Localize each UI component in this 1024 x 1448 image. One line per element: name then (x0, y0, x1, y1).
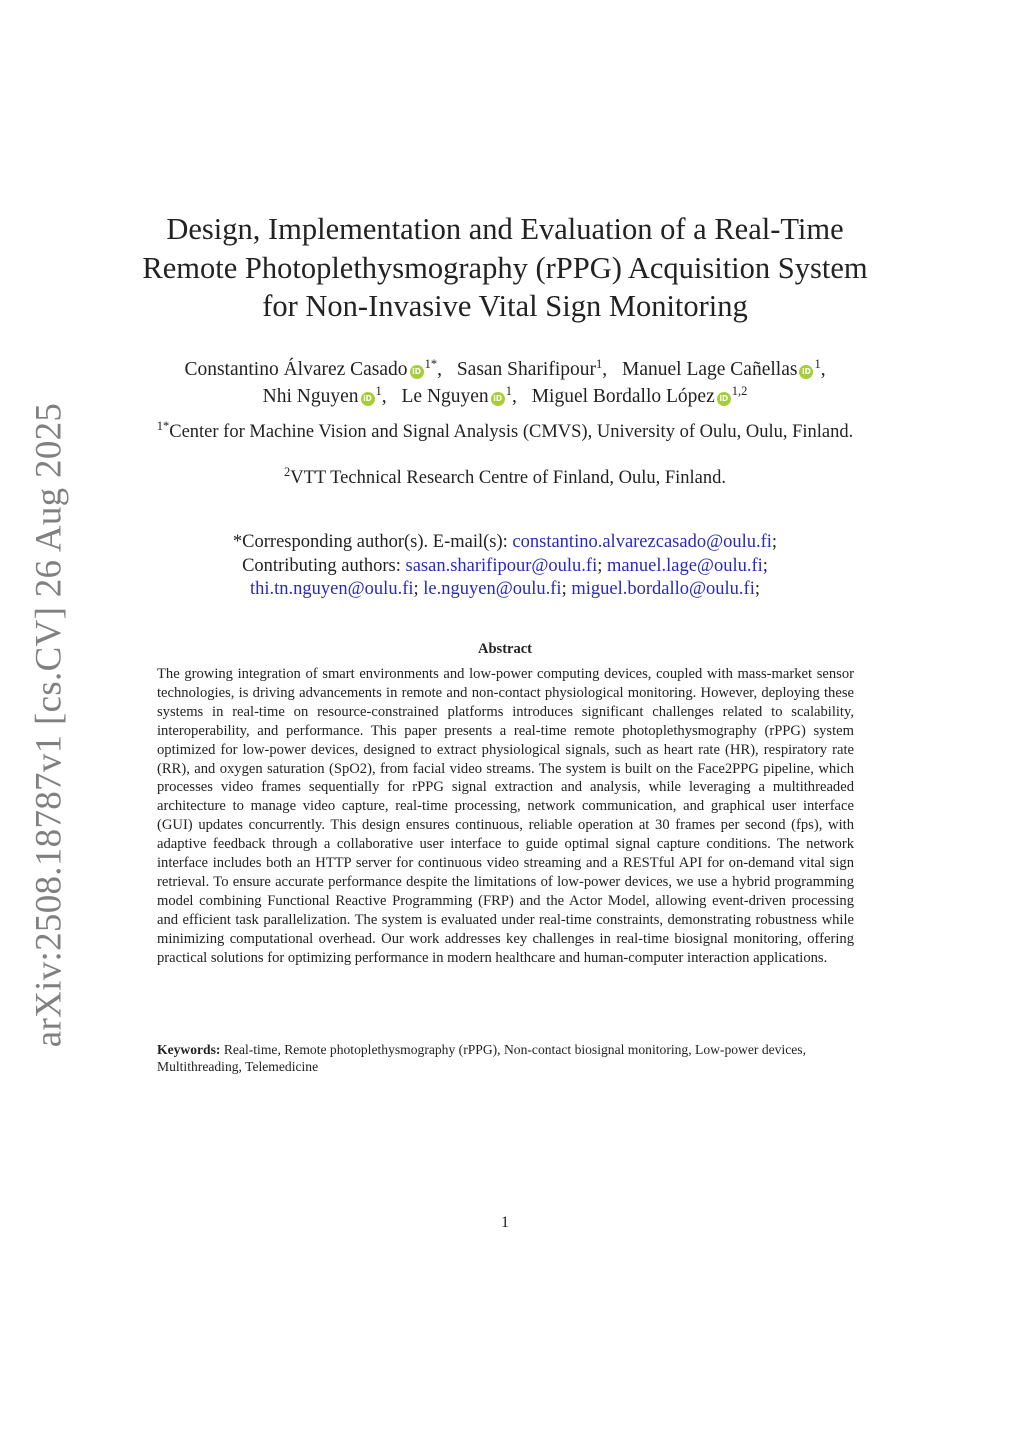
author-name: Sasan Sharifipour (456, 359, 596, 380)
email-separator: ; (762, 555, 768, 576)
author (263, 386, 387, 407)
email-separator: ; (561, 579, 567, 599)
abstract-heading: Abstract (478, 641, 532, 657)
email-separator: ; (754, 579, 760, 599)
author (402, 386, 517, 407)
author-line (120, 356, 890, 383)
author-affiliation-mark: 1 (814, 357, 821, 371)
author (457, 359, 607, 380)
author-separator: , (820, 359, 826, 380)
affiliation (150, 466, 860, 490)
title-line: for Non-Invasive Vital Sign Monitoring (262, 289, 748, 323)
email-link[interactable]: thi.tn.nguyen@oulu.fi (250, 579, 414, 599)
email-link[interactable]: manuel.lage@oulu.fi (607, 555, 763, 576)
author-name: Le Nguyen (401, 386, 489, 407)
email-link[interactable]: sasan.sharifipour@oulu.fi (405, 555, 598, 576)
author-list (120, 356, 890, 410)
corresponding-label: *Corresponding author(s). E-mail(s): (232, 532, 508, 552)
author-name: Miguel Bordallo López (531, 386, 715, 407)
author-separator: , (381, 386, 387, 407)
author (184, 359, 442, 380)
author-name: Manuel Lage Cañellas (622, 359, 798, 380)
author-affiliation-mark: 1 (596, 357, 603, 371)
email-link[interactable]: constantino.alvarezcasado@oulu.fi (512, 532, 772, 552)
paper-title (130, 210, 880, 326)
author-affiliation-mark: 1 (505, 384, 512, 398)
email-link[interactable]: miguel.bordallo@oulu.fi (571, 579, 755, 599)
contributing-authors-line (150, 578, 860, 602)
keywords (157, 1041, 854, 1075)
contributing-authors-line (150, 555, 860, 579)
author (532, 386, 748, 407)
title-line: Design, Implementation and Evaluation of a Real-Time (166, 212, 844, 246)
email-separator: ; (597, 555, 603, 576)
corresponding-author-line (150, 531, 860, 555)
author-name: Nhi Nguyen (262, 386, 359, 407)
email-separator: ; (413, 579, 419, 599)
abstract-text: The growing integration of smart environments and low-power computing devices, coupled with mass-market sensor technologies, is driving advancements in remote and non-contact physiological monitoring. However, deploying these systems in real-time on resource-constrained platforms introduces significant challenges related to scalability, interoperability, and performance. This paper presents a real-time remote photoplethysmography (rPPG) system optimized for low-power devices, designed to extract physiological signals, such as heart rate (HR), respiratory rate (RR), and oxygen saturation (SpO2), from facial video streams. The system is built on the Face2PPG pipeline, which processes video frames sequentially for rPPG signal extraction and analysis, while leveraging a multithreaded architecture to manage video capture, real-time processing, network communication, and graphical user interface (GUI) updates concurrently. This design ensures continuous, reliable operation at 30 frames per second (fps), with adaptive feedback through a collaborative user interface to guide optimal signal capture conditions. The network interface includes both an HTTP server for continuous video streaming and a RESTful API for on-demand vital sign retrieval. To ensure accurate performance despite the limitations of low-power devices, we use a hybrid programming model combining Functional Reactive Programming (FRP) and the Actor Model, allowing event-driven processing and efficient task parallelization. The system is evaluated under real-time constraints, demonstrating robustness while minimizing computational overhead. Our work addresses key challenges in real-time biosignal monitoring, offering practical solutions for optimizing performance in modern healthcare and human-computer interaction applications. (157, 666, 854, 966)
author-affiliation-mark: 1 (375, 384, 382, 398)
contributing-label: Contributing authors: (242, 555, 401, 576)
author-affiliation-mark: 1* (424, 357, 438, 371)
affiliation-mark: 2 (283, 465, 291, 479)
page-number: 1 (501, 1214, 509, 1231)
orcid-icon[interactable]: iD (410, 365, 424, 379)
affiliation-text: VTT Technical Research Centre of Finland, Oulu, Finland. (290, 468, 726, 488)
correspondence-block (150, 531, 860, 602)
email-link[interactable]: le.nguyen@oulu.fi (423, 579, 562, 599)
keywords-label: Keywords: (157, 1042, 221, 1057)
orcid-icon[interactable]: iD (361, 392, 375, 406)
orcid-icon[interactable]: iD (799, 365, 813, 379)
author-line (120, 383, 890, 410)
affiliation-text: Center for Machine Vision and Signal Analysis (CMVS), University of Oulu, Oulu, Finland. (169, 422, 854, 442)
arxiv-identifier-stamp: arXiv:2508.18787v1 [cs.CV] 26 Aug 2025 (28, 402, 70, 1048)
author-name: Constantino Álvarez Casado (184, 359, 408, 380)
email-separator: ; (771, 532, 778, 552)
author-separator: , (511, 386, 517, 407)
author (622, 359, 826, 380)
affiliation (150, 420, 860, 444)
author-separator: , (602, 359, 608, 380)
affiliation-mark: 1* (156, 419, 170, 433)
author-separator: , (437, 359, 442, 380)
orcid-icon[interactable]: iD (491, 392, 505, 406)
author-affiliation-mark: 1,2 (731, 384, 748, 398)
title-line: Remote Photoplethysmography (rPPG) Acquisition System (142, 250, 868, 285)
keywords-text: Real-time, Remote photoplethysmography (rPPG), Non-contact biosignal monitoring, Low-power devices, Multithreading, Telemedicine (157, 1042, 806, 1074)
orcid-icon[interactable]: iD (717, 392, 731, 406)
